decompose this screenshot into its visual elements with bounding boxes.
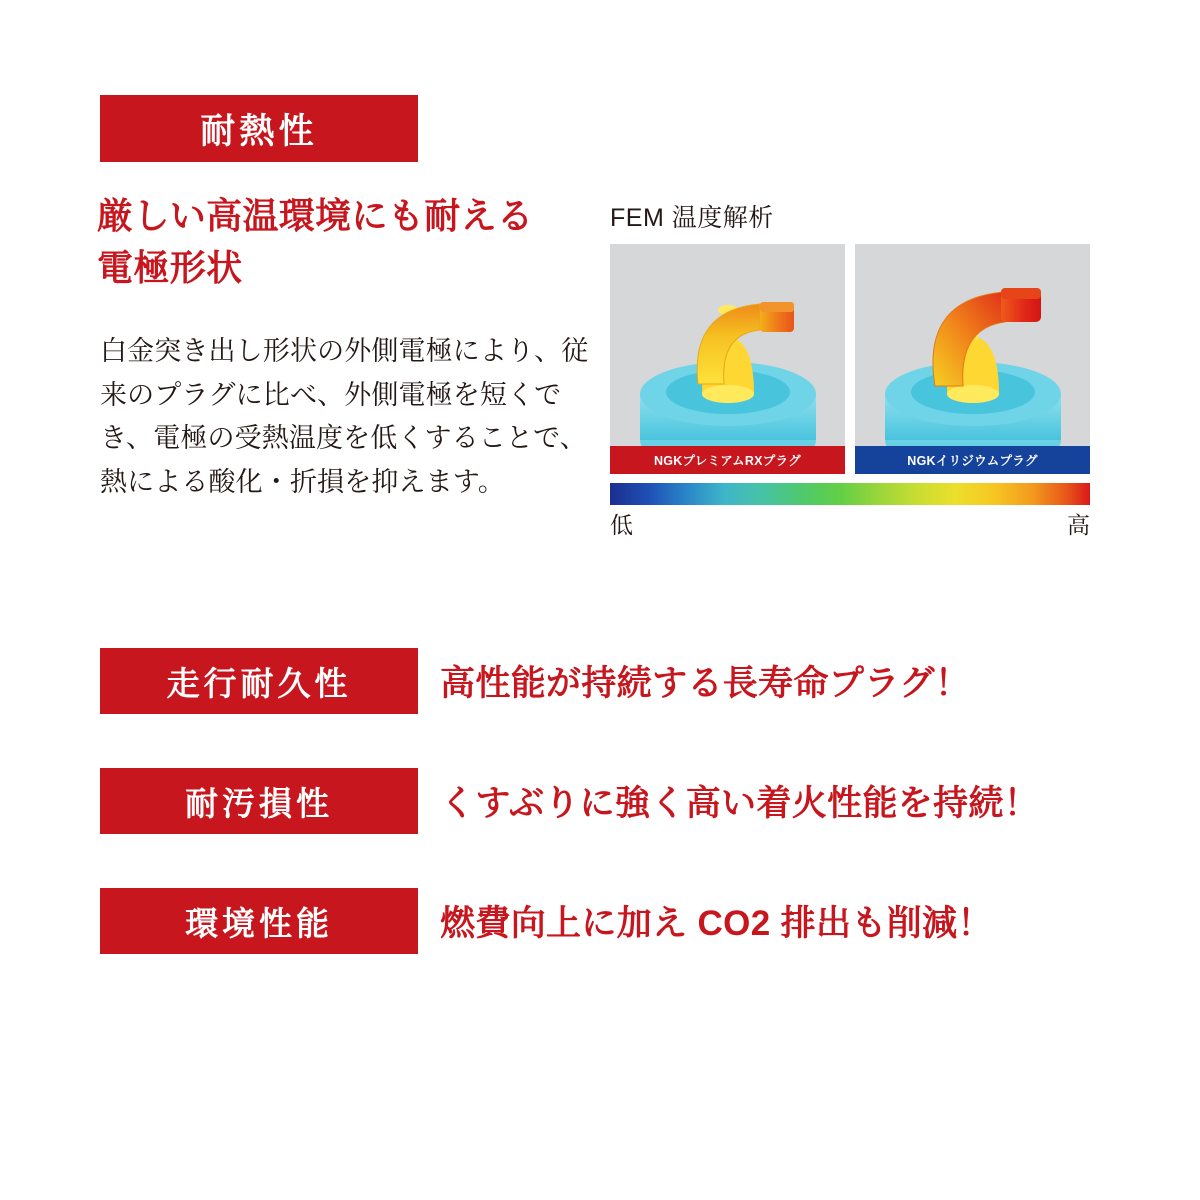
fem-panel-iridium [855, 244, 1090, 474]
fem-color-scale-labels [610, 507, 1090, 540]
section-body-text: 白金突き出し形状の外側電極により、従来のプラグに比べ、外側電極を短くでき、電極の受熱温度を低くすることで、熱による酸化・折損を抑えます。 [100, 336, 589, 498]
fem-thermal-image-premium-rx [610, 244, 845, 474]
fem-analysis-figure [610, 198, 1090, 540]
fem-panel-group [610, 244, 1090, 474]
fem-color-scale-bar [610, 483, 1090, 505]
feature-row [100, 888, 993, 954]
feature-tag-environmental: 環境性能 [100, 888, 418, 954]
feature-text-environmental: 燃費向上に加え CO2 排出も削減！ [440, 904, 993, 943]
section-tag-heat-resistance: 耐熱性 [100, 95, 418, 162]
feature-text-durability: 高性能が持続する長寿命プラグ！ [440, 664, 971, 703]
feature-row [100, 648, 970, 714]
fem-panel-label-iridium: NGKイリジウムプラグ [855, 446, 1090, 474]
feature-tag-fouling-resistance: 耐汚損性 [100, 768, 418, 834]
feature-text-fouling-resistance: くすぶりに強く高い着火性能を持続！ [440, 784, 1040, 823]
section-heading: 厳しい高温環境にも耐える 電極形状 [97, 195, 534, 289]
fem-scale-high-label: 高 [1067, 512, 1090, 538]
feature-row [100, 768, 1039, 834]
feature-tag-durability: 走行耐久性 [100, 648, 418, 714]
fem-scale-low-label: 低 [610, 512, 633, 538]
fem-panel-premium-rx [610, 244, 845, 474]
fem-caption: FEM 温度解析 [610, 204, 774, 232]
fem-thermal-image-iridium [855, 244, 1090, 474]
fem-panel-label-premium-rx: NGKプレミアムRXプラグ [610, 446, 845, 474]
